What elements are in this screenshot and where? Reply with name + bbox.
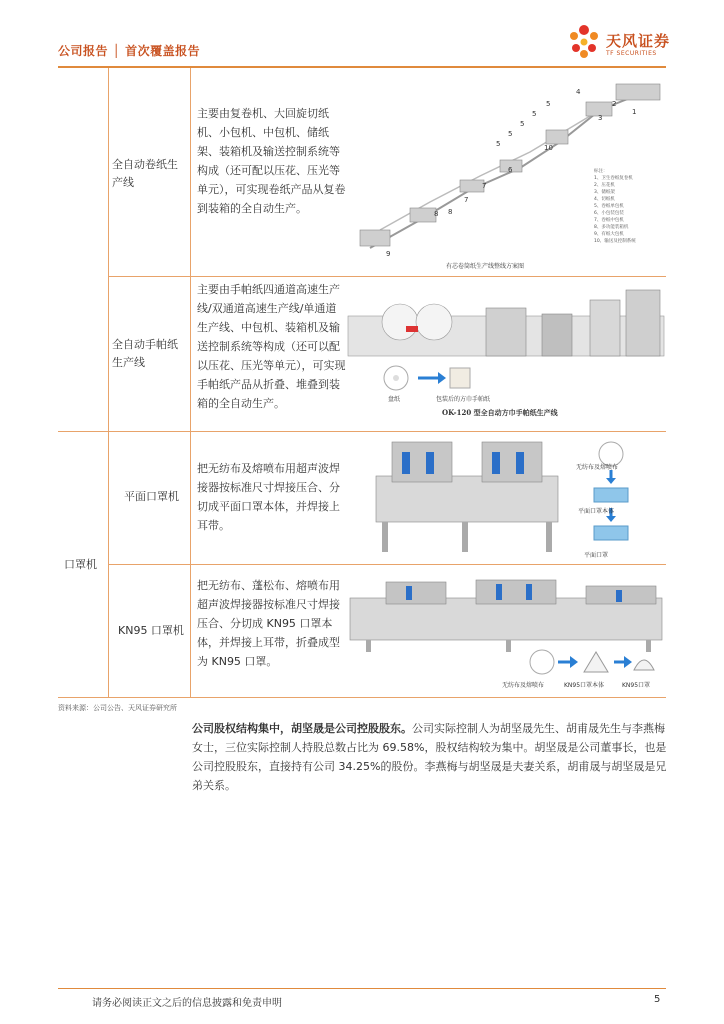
fig-num: 7 <box>464 196 469 204</box>
row-name-roll-paper: 全自动卷纸生产线 <box>112 158 178 189</box>
flat-mask-process-icon <box>586 438 636 548</box>
fig-num: 5 <box>496 140 501 148</box>
fig-legend: 9、有纸大包机 <box>594 232 624 237</box>
table-rule <box>108 276 666 277</box>
table-source-note: 资料来源：公司公告、天风证券研究所 <box>58 704 177 712</box>
fig-num: 8 <box>434 210 439 218</box>
footer-rule <box>58 988 666 989</box>
row-desc-flat-mask: 把无纺布及熔喷布用超声波焊接器按标准尺寸焊接压合、分切成平面口罩本体，并焊接上耳带。 <box>197 462 340 532</box>
fig-num: 2 <box>612 100 617 108</box>
body-paragraph <box>192 719 667 795</box>
handkerchief-line-figure <box>346 286 666 426</box>
fig-num: 10 <box>544 144 553 152</box>
fig-label-packed: 包装后的方巾手帕纸 <box>436 396 491 403</box>
fig-num: 3 <box>598 114 603 122</box>
fig-legend: 10、输送及控制系统 <box>594 239 636 244</box>
fig-num: 5 <box>546 100 551 108</box>
paper-roll-to-pack-icon <box>382 364 472 394</box>
row-desc-handkerchief: 主要由手帕纸四通道高速生产线/双通道高速生产线/单通道生产线、中包机、装箱机及输送控制系统等构成（还可以配以压花、压光等单元），可实现手帕纸产品从折叠、堆叠到装箱的全自动生产。 <box>197 283 346 410</box>
logo-text-en: TF SECURITIES <box>606 50 657 57</box>
fig-label-kn95-body: KN95口罩本体 <box>564 682 605 689</box>
fig-label-flat-mask: 平面口罩 <box>584 552 609 559</box>
fig-legend: 8、多功能装箱机 <box>594 225 629 230</box>
fig-num: 5 <box>532 110 537 118</box>
fig-legend: 标注： <box>594 169 608 174</box>
row-desc-roll-paper: 主要由复卷机、大回旋切纸机、小包机、中包机、储纸架、装箱机及输送控制系统等构成（还可配以压花、压光等单元），可实现卷纸产品从复卷到装箱的全自动生产。 <box>197 107 346 215</box>
table-column-rule <box>108 68 109 697</box>
table-rule <box>108 564 666 565</box>
logo-text-cn: 天风证券 <box>606 32 671 50</box>
fig-num: 7 <box>482 182 487 190</box>
fig-legend: 1、卫生卷纸复卷机 <box>594 176 633 181</box>
table-rule <box>58 431 666 432</box>
flat-mask-machine-icon <box>372 436 562 560</box>
row-name-handkerchief: 全自动手帕纸生产线 <box>112 338 178 369</box>
fig-num: 5 <box>508 130 513 138</box>
handkerchief-line-machine-icon <box>346 286 666 376</box>
fig-legend: 7、卷纸中包机 <box>594 218 624 223</box>
table-rule <box>58 697 666 698</box>
fig-legend: 2、压花机 <box>594 183 615 188</box>
kn95-mask-figure <box>346 574 666 692</box>
roll-paper-line-diagram <box>350 80 666 260</box>
fig-num: 8 <box>448 208 453 216</box>
fig-legend: 4、切纸机 <box>594 197 615 202</box>
fig-legend: 6、小包装包装 <box>594 211 624 216</box>
table-column-rule <box>190 68 191 697</box>
roll-paper-figure-caption: 有芯卷筒纸生产线整线方案图 <box>446 263 525 270</box>
report-header-title: 公司报告 │ 首次覆盖报告 <box>58 44 201 58</box>
page-number: 5 <box>654 994 661 1005</box>
fig-label-roll: 盘纸 <box>388 396 401 403</box>
flat-mask-figure <box>372 436 666 560</box>
fig-num: 4 <box>576 88 581 96</box>
row-name-flat-mask: 平面口罩机 <box>124 490 179 503</box>
kn95-mask-machine-icon <box>346 574 666 654</box>
fig-label-flat-body: 平面口罩本体 <box>578 508 615 515</box>
paragraph-lead: 公司股权结构集中，胡坚晟是公司控股股东。 <box>192 722 412 735</box>
paragraph-body: 公司实际控制人为胡坚晟先生、胡甫晟先生与李燕梅女士，三位实际控制人持股总数占比为 69.58%，股权结构较为集中。胡坚晟是公司董事长，也是公司控股股东，直接持有公司 34.25%的股份。李燕梅与胡坚晟是夫妻关系，胡甫晟与胡坚晟是兄弟关系。 <box>192 722 667 792</box>
header-rule <box>58 66 666 68</box>
fig-label-fabric: 无纺布及熔喷布 <box>502 682 545 689</box>
row-name-kn95: KN95 口罩机 <box>118 624 184 637</box>
category-mask-machine: 口罩机 <box>64 558 97 571</box>
footer-disclaimer: 请务必阅读正文之后的信息披露和免责申明 <box>92 998 282 1009</box>
fig-label-kn95: KN95口罩 <box>622 682 651 689</box>
kn95-process-icon <box>526 648 656 678</box>
handkerchief-figure-caption: OK-120 型全自动方巾手帕纸生产线 <box>442 408 558 417</box>
roll-paper-line-figure <box>350 80 666 270</box>
tf-logo-icon <box>566 22 602 62</box>
fig-legend: 3、储纸架 <box>594 190 615 195</box>
fig-label-fabric: 无纺布及熔喷布 <box>576 464 619 471</box>
fig-num: 1 <box>632 108 637 116</box>
fig-num: 5 <box>520 120 525 128</box>
fig-num: 6 <box>508 166 513 174</box>
row-desc-kn95: 把无纺布、蓬松布、熔喷布用超声波焊接器按标准尺寸焊接压合、分切成 KN95 口罩本体，并焊接上耳带，折叠成型为 KN95 口罩。 <box>197 579 340 668</box>
fig-legend: 5、卷纸单包机 <box>594 204 624 209</box>
fig-num: 9 <box>386 250 391 258</box>
